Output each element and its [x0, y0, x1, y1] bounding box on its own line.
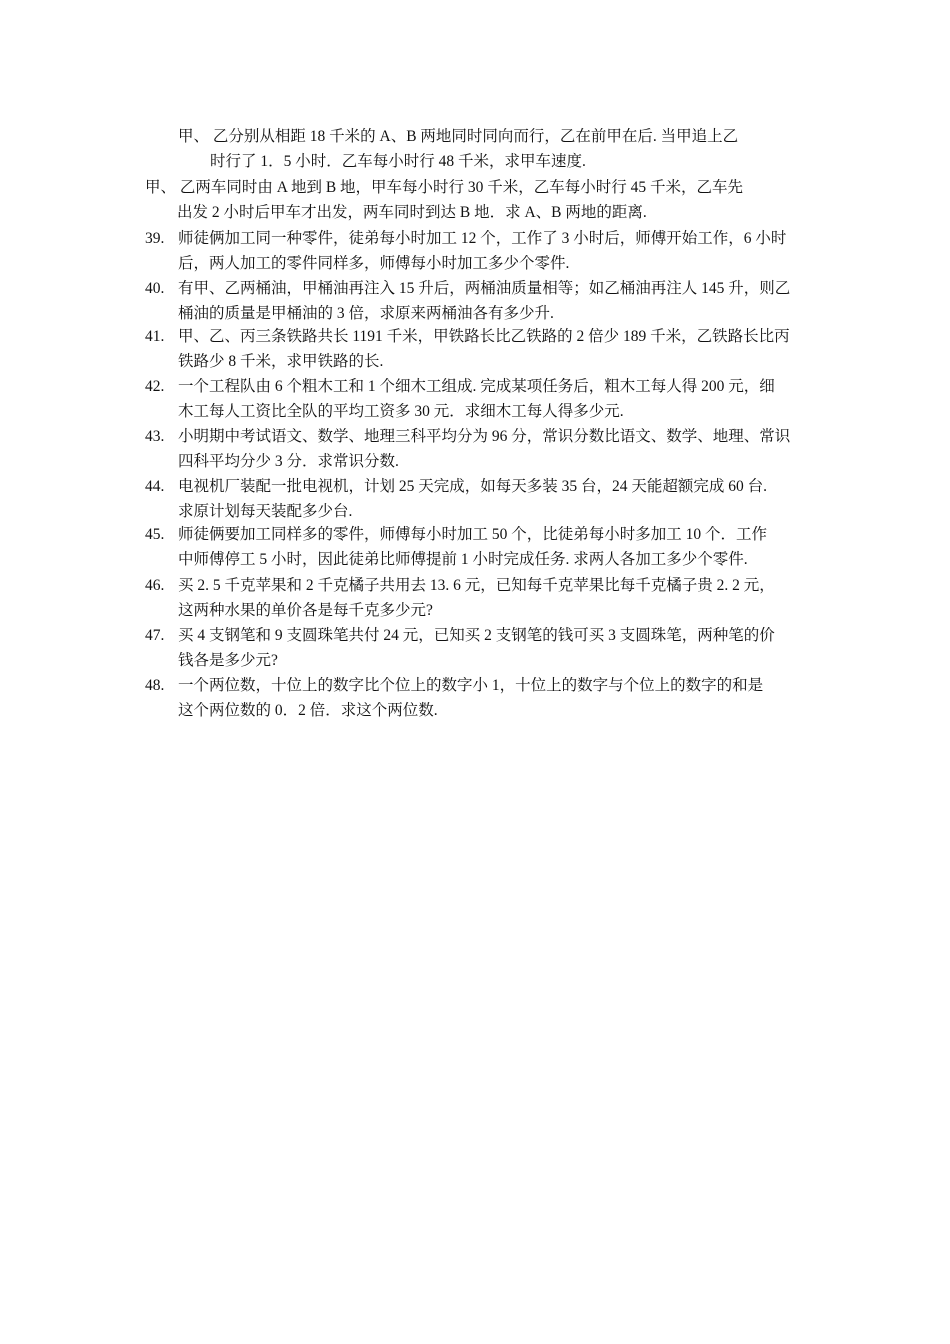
problem-text-line: 电视机厂装配一批电视机，计划 25 天完成，如每天多装 35 台，24 天能超额完成 60 台. [178, 478, 768, 495]
problem-item [178, 226, 786, 276]
problem-item [178, 573, 775, 623]
problem-text-line: 有甲、乙两桶油，甲桶油再注入 15 升后，两桶油质量相等；如乙桶油再注人 145 升，则乙 [178, 280, 791, 297]
problem-item [178, 623, 775, 673]
problem-number: 43. [145, 428, 165, 445]
problem-text-line: 中师傅停工 5 小时，因此徒弟比师傅提前 1 小时完成任务. 求两人各加工多少个零件. [178, 551, 748, 568]
problem-text-line: 这两种水果的单价各是每千克多少元? [178, 602, 433, 619]
problem-number: 46. [145, 577, 165, 594]
problem-text-line: 甲、乙、丙三条铁路共长 1191 千米，甲铁路长比乙铁路的 2 倍少 189 千米，乙铁路长比丙 [178, 328, 790, 345]
problem-number: 41. [145, 328, 165, 345]
problem-text-line: 求原计划每天装配多少台. [178, 503, 353, 520]
problem-text-line: 木工每人工资比全队的平均工资多 30 元．求细木工每人得多少元. [178, 403, 624, 420]
problem-number: 48. [145, 677, 165, 694]
problem-text-line: 买 2. 5 千克苹果和 2 千克橘子共用去 13. 6 元，已知每千克苹果比每千克橘子贵 2. 2 元， [178, 577, 775, 594]
problem-text-line: 师徒俩加工同一种零件，徒弟每小时加工 12 个，工作了 3 小时后，师傅开始工作，6 小时 [178, 230, 787, 247]
problem-text-line: 一个工程队由 6 个粗木工和 1 个细木工组成. 完成某项任务后，粗木工每人得 200 元，细 [178, 378, 775, 395]
problem-item [145, 175, 743, 225]
problem-text-line: 师徒俩要加工同样多的零件，师傅每小时加工 50 个，比徒弟每小时多加工 10 个．工作 [178, 526, 768, 543]
problem-text-line: 买 4 支钢笔和 9 支圆珠笔共付 24 元，已知买 2 支钢笔的钱可买 3 支圆珠笔，两种笔的价 [178, 627, 775, 644]
problem-number: 45. [145, 526, 165, 543]
problem-number: 47. [145, 627, 165, 644]
problem-text-line: 小明期中考试语文、数学、地理三科平均分为 96 分，常识分数比语文、数学、地理、常识 [178, 428, 791, 445]
problem-text-line: 铁路少 8 千米，求甲铁路的长. [178, 353, 384, 370]
problem-text-line: 桶油的质量是甲桶油的 3 倍，求原来两桶油各有多少升. [178, 305, 554, 322]
problem-item [178, 474, 767, 524]
problem-item [178, 374, 775, 424]
problem-text-line: 后，两人加工的零件同样多，师傅每小时加工多少个零件. [178, 255, 570, 272]
problem-number: 39. [145, 230, 165, 247]
problem-text-line: 这个两位数的 0．2 倍．求这个两位数. [178, 702, 438, 719]
problem-text-line: 四科平均分少 3 分．求常识分数. [178, 453, 399, 470]
problem-item [178, 324, 790, 374]
problem-text-line: 时行了 1．5 小时．乙车每小时行 48 千米，求甲车速度. [210, 153, 586, 170]
problem-item [178, 124, 738, 174]
problem-number: 44. [145, 478, 165, 495]
problem-text-line: 钱各是多少元? [178, 652, 278, 669]
problem-text-line: 出发 2 小时后甲车才出发，两车同时到达 B 地．求 A、B 两地的距离. [177, 204, 647, 221]
problem-text-line: 一个两位数，十位上的数字比个位上的数字小 1，十位上的数字与个位上的数字的和是 [178, 677, 764, 694]
problem-number: 42. [145, 378, 165, 395]
problem-item [178, 673, 763, 723]
problem-item [178, 522, 767, 572]
problem-number: 40. [145, 280, 165, 297]
problem-item [178, 424, 790, 474]
problem-item [178, 276, 790, 326]
problem-text-line: 甲、 乙两车同时由 A 地到 B 地，甲车每小时行 30 千米，乙车每小时行 45 千米，乙车先 [145, 179, 744, 196]
problem-text-line: 甲、 乙分别从相距 18 千米的 A、B 两地同时同向而行，乙在前甲在后. 当甲追上乙 [178, 128, 739, 145]
